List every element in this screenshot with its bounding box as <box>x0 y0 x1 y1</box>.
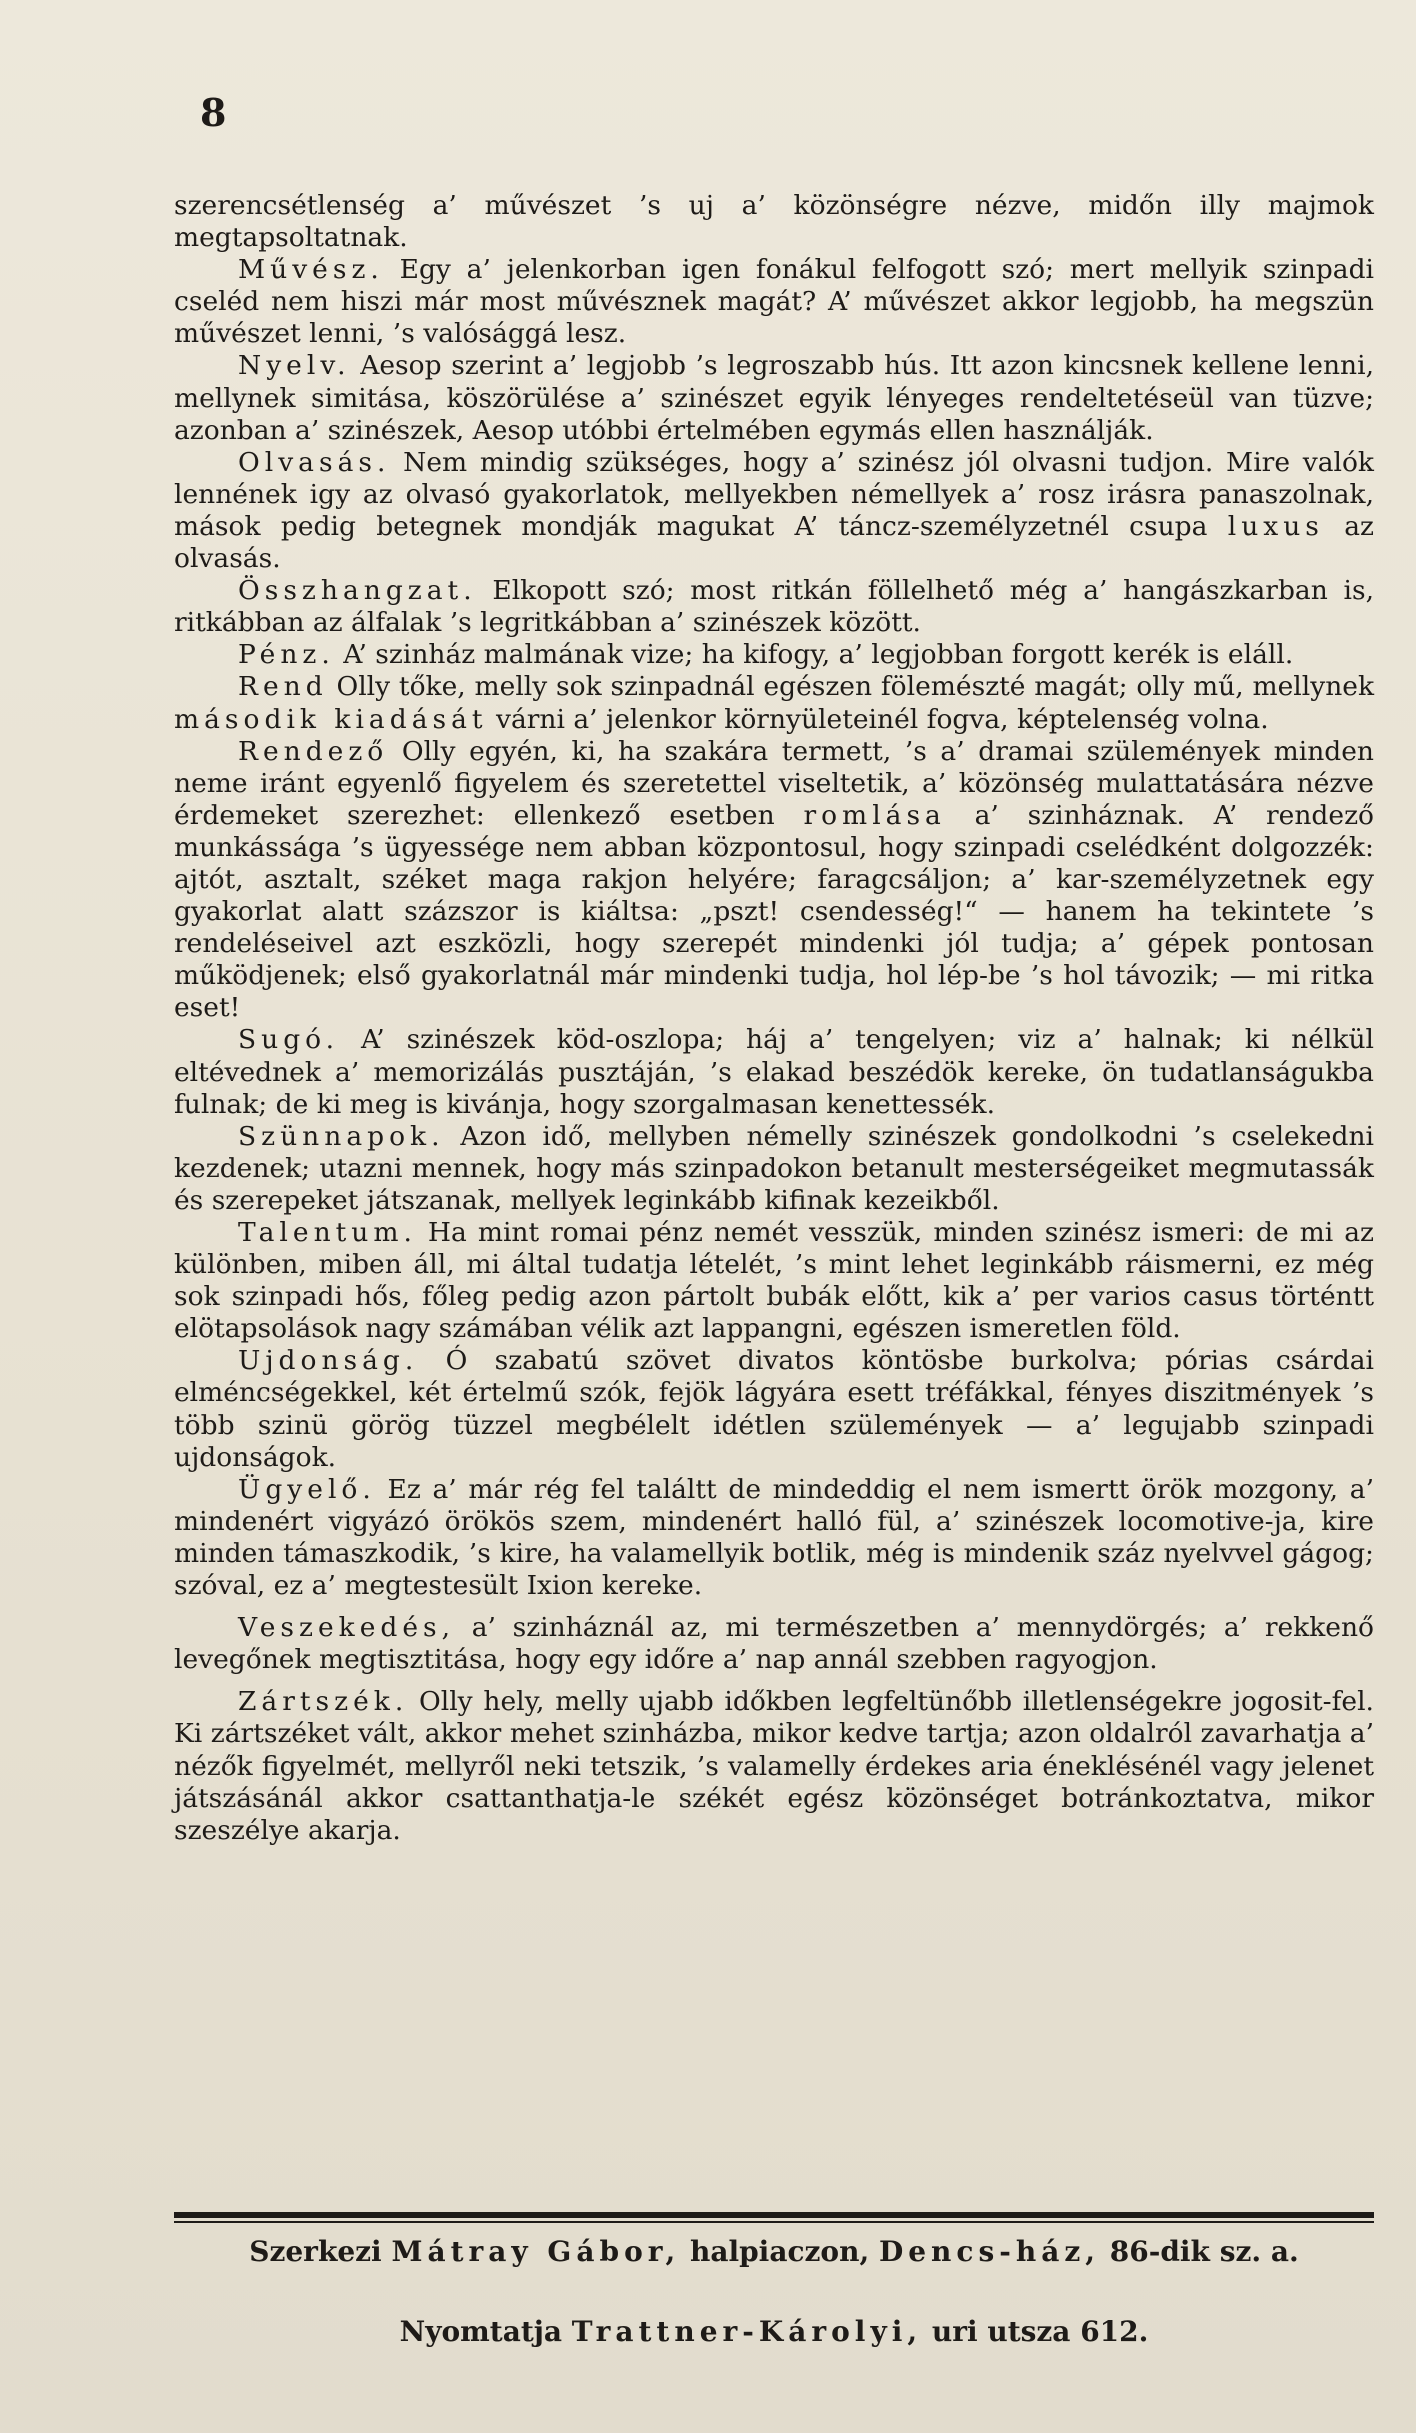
term-olvasas: Olvasás. <box>238 446 391 478</box>
term-nyelv: Nyelv. <box>238 350 351 382</box>
article-body <box>174 190 1374 1847</box>
term-zartszek: Zártszék. <box>238 1686 409 1718</box>
paragraph-continuation: szerencsétlenség a’ művészet ’s uj a’ közönségre nézve, midőn illy majmok megtapsoltatnak. <box>174 190 1374 254</box>
term-luxus: luxus <box>1227 510 1324 542</box>
entry-sugo: Sugó. A’ szinészek köd-oszlopa; háj a’ tengelyen; viz a’ halnak; ki nélkül eltévednek a’ memorizálás pusztáján, ’s elakad beszédök kereke, ön tudatlanságukba fulnak; de ki meg is kivánja, hogy szorgalmasan kenettessék. <box>174 1024 1374 1120</box>
entry-nyelv: Nyelv. Aesop szerint a’ legjobb ’s legroszabb hús. Itt azon kincsnek kellene lenni, mellynek simitása, köszörülése a’ szinészet egyik lényeges rendeltetéseül van tüzve; azonban a’ szinészek, Aesop utóbbi értelmében egymás ellen használják. <box>174 350 1374 446</box>
term-penz: Pénz. <box>238 639 335 671</box>
footer-rule-thick <box>174 2212 1374 2218</box>
term-ujdonsag: Ujdonság. <box>238 1345 419 1377</box>
term-rendezo: Rendező <box>238 735 389 767</box>
term-veszekedes: Veszekedés, <box>238 1612 456 1644</box>
editor-imprint: Szerkezi Mátray Gábor, halpiaczon, Dencs-ház, 86-dik sz. a. <box>249 2235 1299 2268</box>
term-sugo: Sugó. <box>238 1024 340 1056</box>
term-talentum: Talentum. <box>238 1217 417 1248</box>
page-number: 8 <box>200 90 227 135</box>
entry-penz: Pénz. A’ szinház malmának vize; ha kifogy, a’ legjobban forgott kerék is eláll. <box>238 639 1294 671</box>
printer-imprint: Nyomtatja Trattner-Károlyi, uri utsza 612. <box>399 2315 1149 2348</box>
footer-rule-thin <box>174 2221 1374 2223</box>
entry-zartszek: Zártszék. Olly hely, melly ujabb időkben legfeltünőbb illetlenségekre jogosit-fel. Ki zártszéket vált, akkor mehet szinházba, mikor kedve tartja; azon oldalról zavarhatja a’ nézők figyelmét, mellyről neki tetszik, ’s valamelly érdekes aria éneklésénél vagy jelenet játszásánál akkor csattanthatja-le székét egész közönséget botránkoztatva, mikor szeszélye akarja. <box>174 1686 1374 1846</box>
term-muvesz: Művész. <box>238 254 384 286</box>
entry-szunnapok: Szünnapok. Azon idő, mellyben némelly szinészek gondolkodni ’s cselekedni kezdenek; utazni mennek, hogy más szinpadokon betanult mesterségeiket megmutassák és szerepeket játszanak, mellyek leginkább kifinak kezeikből. <box>174 1120 1374 1216</box>
entry-rend: Rend Olly tőke, melly sok szinpadnál egészen fölemészté magát; olly mű, mellynek második kiadását várni a’ jelenkor környületeinél fogva, képtelenség volna. <box>174 671 1374 735</box>
term-romlasa: romlása <box>803 799 946 831</box>
entry-olvasas: Olvasás. Nem mindig szükséges, hogy a’ szinész jól olvasni tudjon. Mire valók lennének igy az olvasó gyakorlatok, mellyekben némellyek a’ rosz irásra panaszolnak, mások pedig betegnek mondják magukat A’ táncz-személyzetnél csupa luxus az olvasás. <box>174 446 1374 575</box>
term-ugyelo: Ügyelő. <box>238 1473 376 1505</box>
entry-osszhangzat: Összhangzat. Elkopott szó; most ritkán föllelhető még a’ hangászkarban is, ritkábban az álfalak ’s legritkábban a’ szinészek között. <box>174 575 1374 639</box>
editor-house: Dencs-ház, <box>878 2235 1100 2268</box>
term-masodik-kiadasat: második kiadását <box>174 703 488 735</box>
entry-muvesz: Művész. Egy a’ jelenkorban igen fonákul felfogott szó; mert mellyik szinpadi cseléd nem hiszi már most művésznek magát? A’ művészet akkor legjobb, ha megszün művészet lenni, ’s valósággá lesz. <box>174 254 1375 350</box>
editor-name: Mátray Gábor, <box>391 2235 681 2268</box>
term-rend: Rend <box>238 671 328 703</box>
entry-ugyelo: Ügyelő. Ez a’ már rég fel találtt de mindeddig el nem ismertt örök mozgony, a’ mindenért vigyázó örökös szem, mindenért halló fül, a’ szinészek locomotive-ja, kire minden támaszkodik, ’s kire, ha valamellyik botlik, még is mindenik száz nyelvvel gágog; szóval, ez a’ megtestesült Ixion kereke. <box>174 1473 1374 1602</box>
term-osszhangzat: Összhangzat. <box>238 575 477 607</box>
entry-ujdonsag: Ujdonság. Ó szabatú szövet divatos köntösbe burkolva; pórias csárdai elméncségekkel, két értelmű szók, fejök lágyára esett tréfákkal, fényes diszitmények ’s több szinü görög tüzzel megbélelt idétlen szülemények — a’ legujabb szinpadi ujdonságok. <box>174 1345 1374 1473</box>
printer-name: Trattner-Károlyi, <box>571 2315 923 2348</box>
entry-veszekedes: Veszekedés, a’ szinháznál az, mi természetben a’ mennydörgés; a’ rekkenő levegőnek megtisztitása, hogy egy időre a’ nap annál szebben ragyogjon. <box>174 1612 1374 1676</box>
term-szunnapok: Szünnapok. <box>238 1120 445 1152</box>
entry-rendezo: Rendező Olly egyén, ki, ha szakára termett, ’s a’ dramai szülemények minden neme iránt egyenlő figyelem és szeretettel viseltetik, a’ közönség mulattatására nézve érdemeket szerezhet: ellenkező esetben romlása a’ szinháznak. A’ rendező munkássága ’s ügyessége nem abban központosul, hogy szinpadi cselédként dolgozzék: ajtót, asztalt, széket maga rakjon helyére; faragcsáljon; a’ kar-személyzetnek egy gyakorlat alatt százszor is kiáltsa: „pszt! csendesség!“ — hanem ha tekintete ’s rendeléseivel azt eszközli, hogy szerepét mindenki jól tudja; a’ gépek pontosan működjenek; első gyakorlatnál már mindenki tudja, hol lép-be ’s hol távozik; — mi ritka eset! <box>174 735 1374 1024</box>
entry-talentum: Talentum. Ha mint romai pénz nemét vesszük, minden szinész ismeri: de mi az különben, miben áll, mi által tudatja lételét, ’s mint lehet leginkább ráismerni, ez még sok szinpadi hős, főleg pedig azon pártolt bubák előtt, kik a’ per varios casus történtt elötapsolások nagy számában vélik azt lappangni, egészen ismeretlen föld. <box>174 1217 1374 1345</box>
